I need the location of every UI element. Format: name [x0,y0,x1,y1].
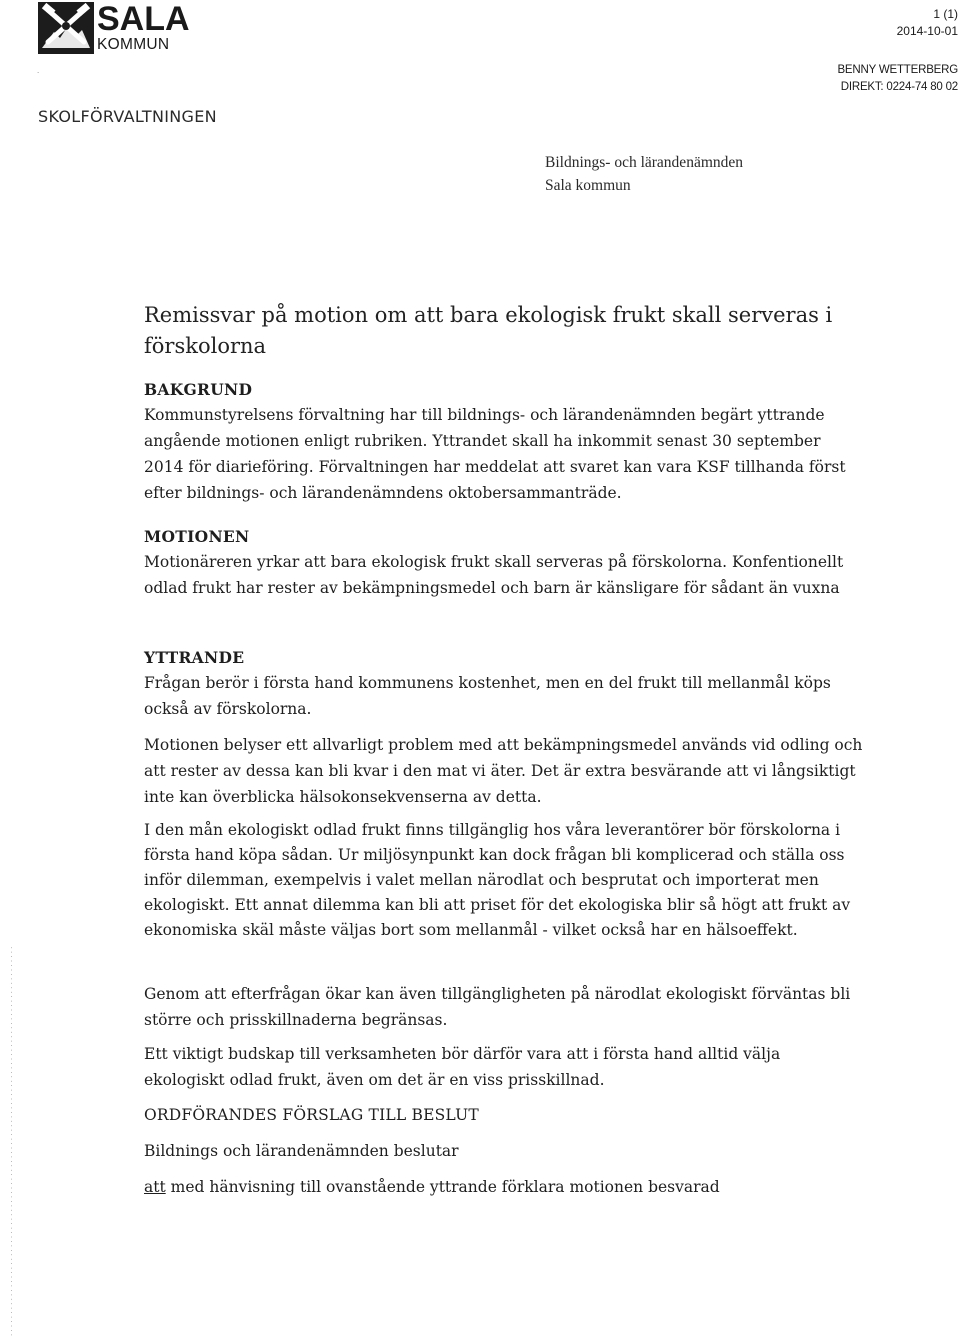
decision-rest: med hänvisning till ovanstående yttrande förklara motionen besvarad [165,1178,720,1196]
yttrande-paragraph-3: I den mån ekologiskt odlad frukt finns tillgänglig hos våra leverantörer bör förskolorna i första hand köpa sådan. Ur miljösynpunkt kan dock frågan bli komplicerad och ställa oss inför dilemman, exempelvis i valet mellan närodlat och besprutat och importerat men ekologiskt. Ett annat dilemma kan bli att priset för det ekologiska blir så högt att frukt av ekonomiska skäl måste väljas bort som mellanmål - vilket också har en hälsoeffekt. [144,821,851,939]
recipient-block [545,151,743,197]
decision-att: att [144,1178,166,1196]
yttrande-paragraph-3-block [144,818,864,943]
yttrande-paragraph-2: Motionen belyser ett allvarligt problem med att bekämpningsmedel används vid odling och att rester av dessa kan bli kvar i den mat vi äter. Det är extra besvärande att vi långsiktigt inte kan överblicka hälsokonsekvenserna av detta. [144,736,863,806]
sala-kommun-logo [38,2,190,54]
document-title: Remissvar på motion om att bara ekologisk frukt skall serveras i förskolorna [144,303,833,358]
yttrande-paragraph-2-block [144,732,864,810]
section-bakgrund [144,378,864,506]
yttrande-heading: YTTRANDE [144,648,245,667]
author-name: BENNY WETTERBERG [837,64,958,76]
recipient-line-2: Sala kommun [545,177,631,194]
document-date: 2014-10-01 [896,24,958,38]
decision-intro: Bildnings och lärandenämnden beslutar [144,1142,459,1160]
ordforandes-heading: ORDFÖRANDES FÖRSLAG TILL BESLUT [144,1106,479,1124]
yttrande-paragraph-5: Ett viktigt budskap till verksamheten bör därför vara att i första hand alltid välja ekologiskt odlad frukt, även om det är en viss prisskillnad. [144,1045,781,1089]
decision-block [144,1174,864,1200]
scan-margin-stamp: · · · · · · · · · · · · · · · · · · · · · · · · · · · · · · · · · · · · · · · · · · · · · · · · · · · · · · · · · · · · · · · · · · · · · · · · · · · · · · · · · · · · · · · · [8,946,16,1336]
yttrande-paragraph-1: Frågan berör i första hand kommunens kostenhet, men en del frukt till mellanmål köps också av förskolorna. [144,674,831,718]
department-name: SKOLFÖRVALTNINGEN [38,107,217,126]
section-yttrande [144,646,864,722]
section-motionen [144,525,864,601]
decision-text [144,1174,864,1200]
page-number: 1 (1) [933,7,958,21]
bakgrund-heading: BAKGRUND [144,380,253,399]
motionen-heading: MOTIONEN [144,527,250,546]
scan-speck: · [37,69,40,77]
municipal-crest-icon [38,2,94,54]
direct-phone: DIREKT: 0224-74 80 02 [840,81,958,93]
logo-name: SALA [97,0,190,38]
document-header-meta [837,6,958,96]
yttrande-paragraph-4: Genom att efterfrågan ökar kan även tillgängligheten på närodlat ekologiskt förväntas bli större och prisskillnaderna begränsas. [144,985,851,1029]
yttrande-paragraph-5-block [144,1041,864,1093]
bakgrund-text: Kommunstyrelsens förvaltning har till bildnings- och lärandenämnden begärt yttrande angående motionen enligt rubriken. Yttrandet skall ha inkommit senast 30 september 2014 för diarieföring. Förvaltningen har meddelat att svaret kan vara KSF tillhanda först efter bildnings- och lärandenämndens oktobersammanträde. [144,406,846,502]
logo-subtitle: KOMMUN [97,36,170,53]
decision-intro-block [144,1138,864,1164]
recipient-line-1: Bildnings- och lärandenämnden [545,154,744,171]
section-ordforandes-forslag [144,1102,864,1128]
yttrande-paragraph-4-block [144,981,864,1033]
motionen-text: Motionäreren yrkar att bara ekologisk frukt skall serveras på förskolorna. Konfentionellt odlad frukt har rester av bekämpningsmedel och barn är känsligare för sådant än vuxna [144,553,844,597]
